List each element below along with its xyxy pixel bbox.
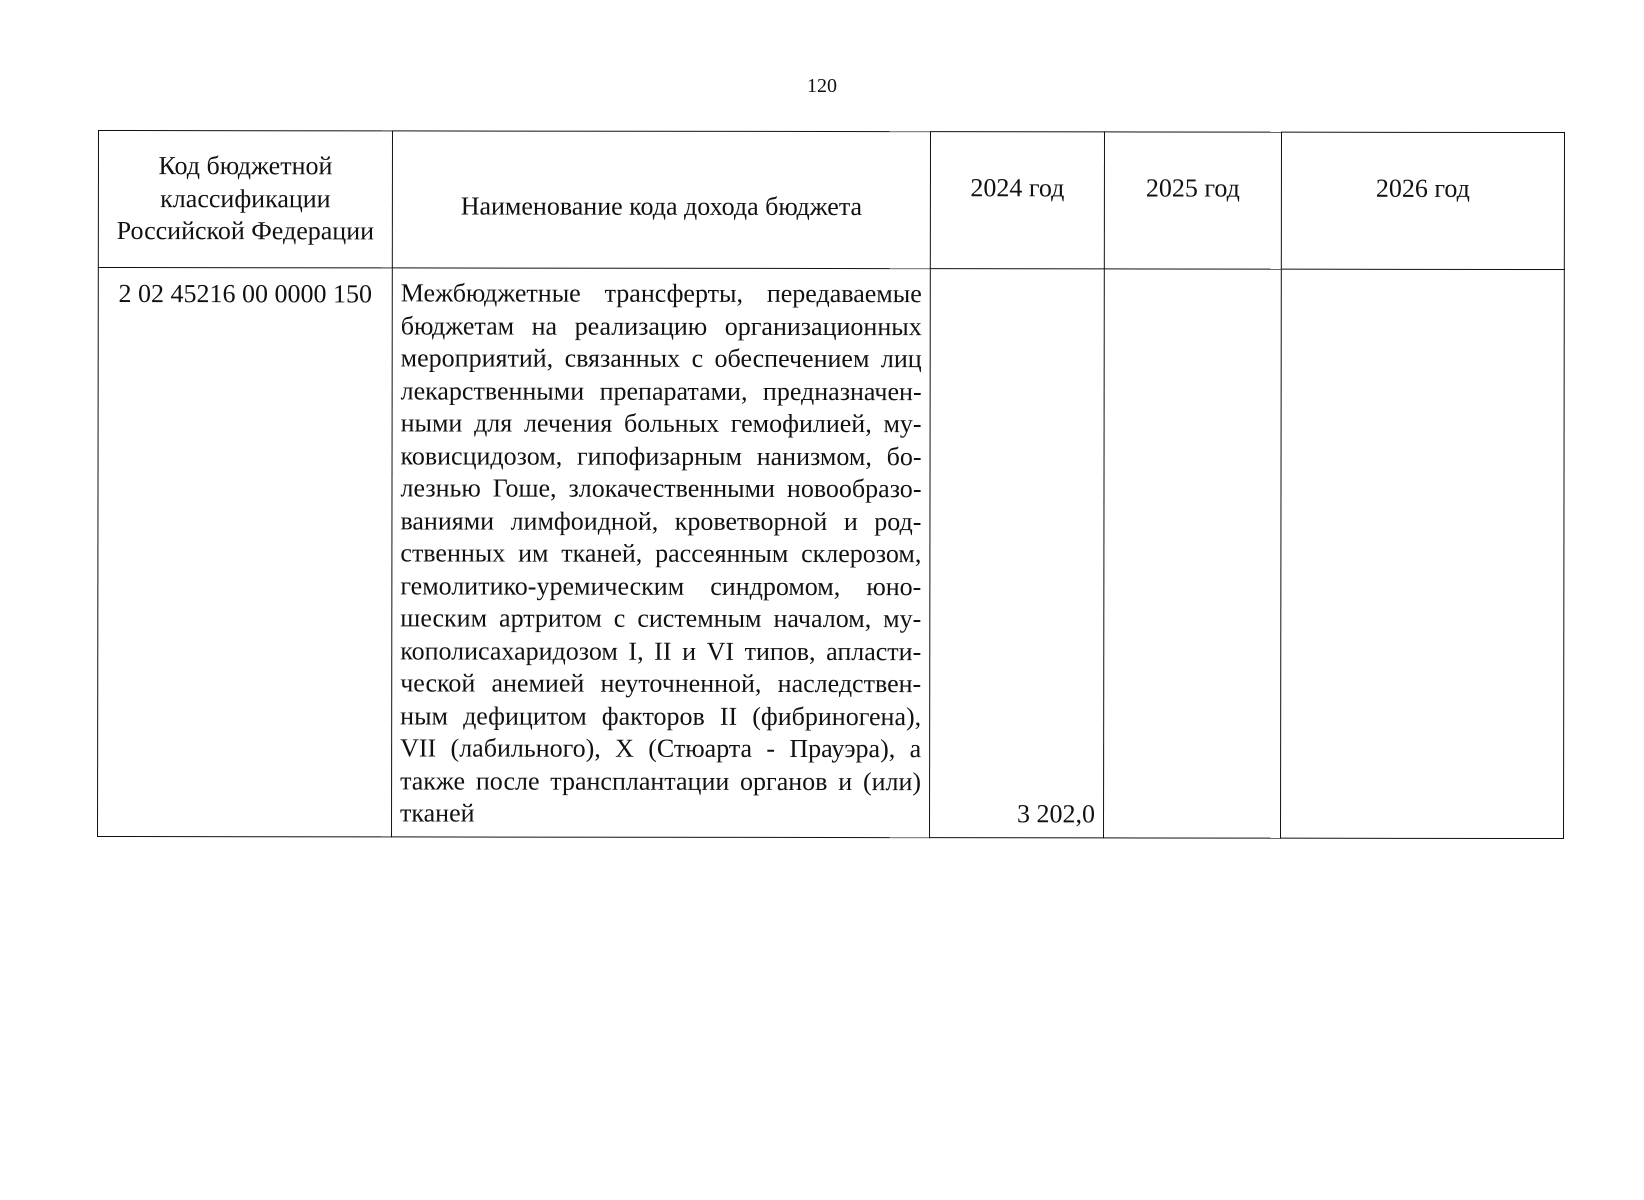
- row-value-2025: [1104, 269, 1282, 838]
- header-year-2024: 2024 год: [930, 132, 1104, 269]
- header-year-2026: 2026 год: [1281, 132, 1564, 269]
- row-value-2026: [1281, 269, 1565, 838]
- row-budget-code: 2 02 45216 00 0000 150: [98, 268, 393, 837]
- row-value-2024: 3 202,0: [930, 269, 1105, 838]
- header-budget-code: Код бюджетной классификации Российской Федерации: [98, 131, 392, 268]
- table-row: [98, 268, 1565, 839]
- page-number: 120: [807, 75, 837, 97]
- row-revenue-name: Межбюджетные трансферты, передаваемые бюджетам на реализацию организационных мероприятий, связанных с обеспечением лиц лекарственными препаратами, предназначенными для лечения больных гемофилией, муковисцидозом, гипофизарным нанизмом, болезнью Гоше, злокачественными новообразованиями лимфоидной, кроветворной и родственных им тканей, рассеянным склерозом, гемолитико-уремическим синдромом, юношеским артритом с системным началом, мукополисахаридозом I, II и VI типов, апластической анемией неуточненной, наследственным дефицитом факторов II (фибриногена), VII (лабильного), X (Стюарта - Прауэра), а также после трансплантации органов и (или) тканей: [392, 268, 931, 837]
- header-revenue-name: Наименование кода дохода бюджета: [392, 131, 930, 269]
- header-year-2025: 2025 год: [1104, 132, 1281, 269]
- table-header-row: [98, 131, 1564, 270]
- budget-revenue-table: [97, 130, 1565, 839]
